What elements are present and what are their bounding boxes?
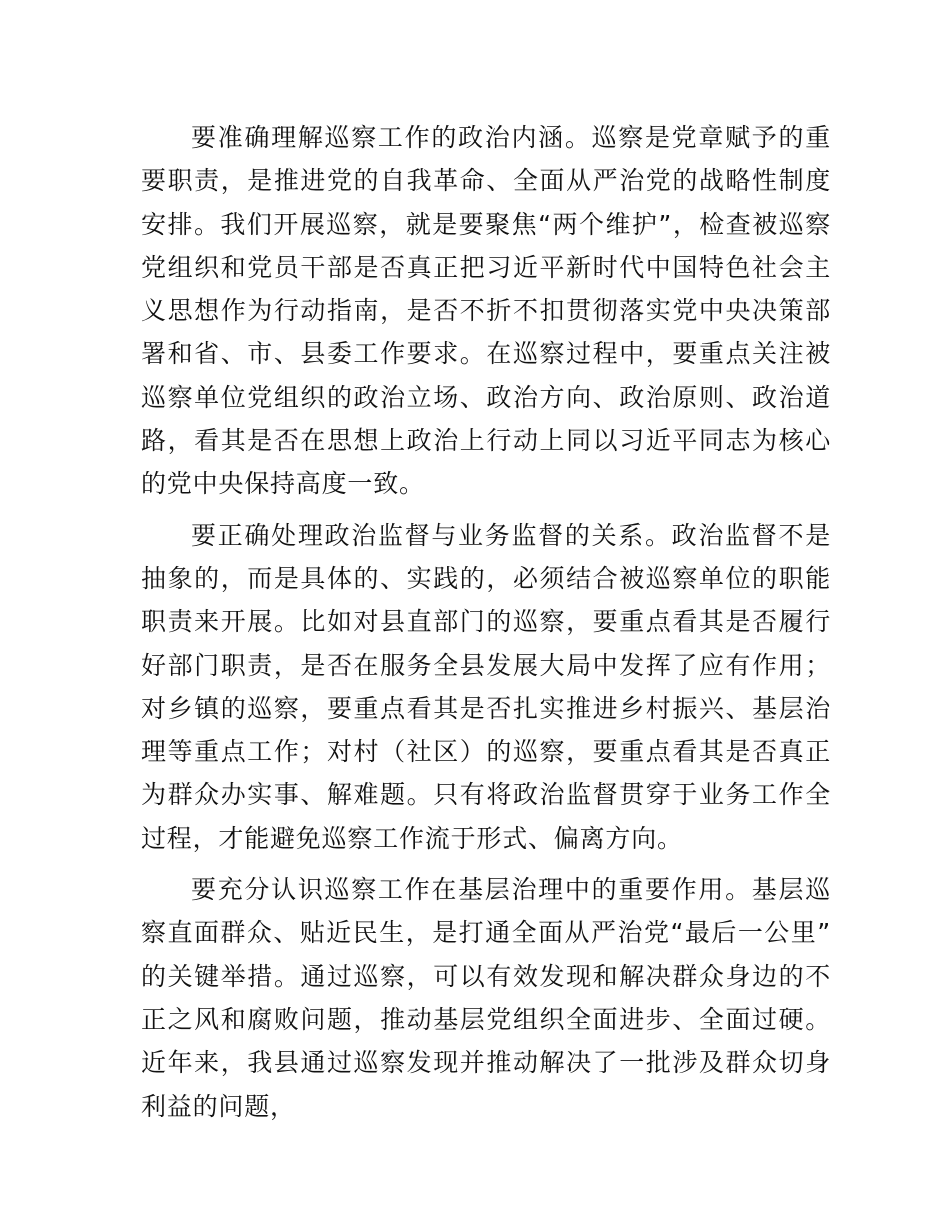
paragraph-political-connotation: 要准确理解巡察工作的政治内涵。巡察是党章赋予的重要职责，是推进党的自我革命、全面从严治党的战略性制度安排。我们开展巡察，就是要聚焦“两个维护”，检查被巡察党组织和党员干部是否真正把习近平新时代中国特色社会主义思想作为行动指南，是否不折不扣贯彻落实党中央决策部署和省、市、县委工作要求。在巡察过程中，要重点关注被巡察单位党组织的政治立场、政治方向、政治原则、政治道路，看其是否在思想上政治上行动上同以习近平同志为核心的党中央保持高度一致。 <box>141 123 831 499</box>
paragraph-political-vs-business-supervision: 要正确处理政治监督与业务监督的关系。政治监督不是抽象的，而是具体的、实践的，必须结合被巡察单位的职能职责来开展。比如对县直部门的巡察，要重点看其是否履行好部门职责，是否在服务全县发展大局中发挥了应有作用；对乡镇的巡察，要重点看其是否扎实推进乡村振兴、基层治理等重点工作；对村（社区）的巡察，要重点看其是否真正为群众办实事、解难题。只有将政治监督贯穿于业务工作全过程，才能避免巡察工作流于形式、偏离方向。 <box>141 520 831 853</box>
paragraph-grassroots-governance: 要充分认识巡察工作在基层治理中的重要作用。基层巡察直面群众、贴近民生，是打通全面从严治党“最后一公里”的关键举措。通过巡察，可以有效发现和解决群众身边的不正之风和腐败问题，推动基层党组织全面进步、全面过硬。近年来，我县通过巡察发现并推动解决了一批涉及群众切身利益的问题， <box>141 875 831 1121</box>
document-body <box>141 116 831 1136</box>
